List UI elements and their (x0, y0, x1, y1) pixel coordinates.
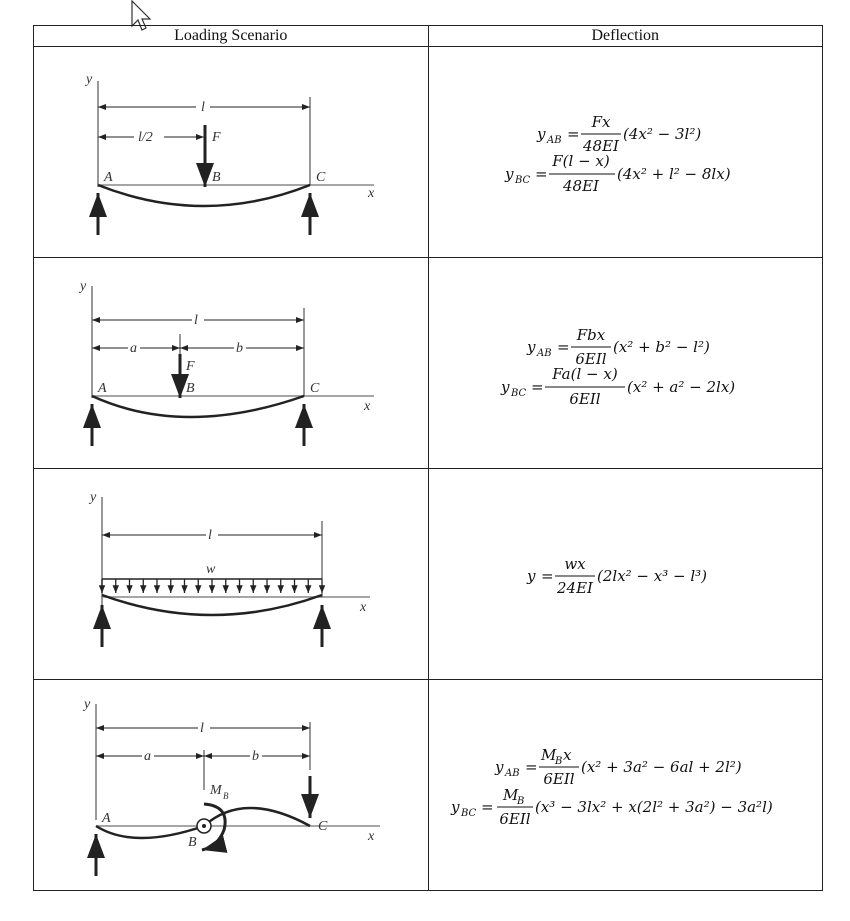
eq-denominator: 6EIl (498, 810, 531, 828)
point-a-label: A (104, 170, 113, 185)
beam-deflection-table (33, 25, 823, 891)
eq-numerator: M (540, 746, 556, 764)
eq-denominator: 48EI (582, 137, 619, 155)
point-a-label: A (102, 811, 111, 826)
force-label: F (186, 359, 195, 374)
header-row (34, 26, 823, 47)
eq-numerator: Fa(l − x) (551, 365, 618, 383)
eq-equals: = (556, 338, 570, 356)
b-label: b (236, 341, 243, 356)
x-axis-label: x (364, 399, 371, 414)
x-axis-label: x (368, 829, 375, 844)
eq-rest: (x² + b² − l²) (612, 338, 710, 356)
eq-equals: = (566, 125, 580, 143)
span-label: l (201, 100, 205, 115)
x-axis-label: x (368, 186, 375, 201)
loading-scenario-cell (34, 680, 429, 891)
deflection-cell (428, 469, 823, 680)
eq-rest: (2lx² − x³ − l³) (596, 567, 707, 585)
point-c-label: C (310, 381, 320, 396)
point-c-label: C (316, 170, 326, 185)
moment-subscript: B (223, 791, 229, 801)
eq-rest: (x³ − 3lx² + x(2l² + 3a²) − 3a²l) (534, 798, 773, 816)
eq-numerator: Fbx (576, 326, 605, 344)
eq-denominator: 6EIl (542, 770, 575, 788)
eq-denominator: 24EI (556, 579, 593, 597)
eq-denominator: 48EI (562, 177, 599, 195)
eq-lhs-subscript: AB (504, 768, 520, 779)
eq-rest: (x² + 3a² − 6al + 2l²) (580, 758, 742, 776)
point-b-label: B (186, 381, 195, 396)
a-label: a (130, 341, 137, 356)
load-intensity-label: w (206, 562, 216, 577)
loading-scenario-cell (34, 47, 429, 258)
deflection-equations (429, 258, 823, 468)
deflected-beam (102, 595, 322, 615)
eq-numerator-tail: x (562, 746, 571, 764)
point-b-label: B (212, 170, 221, 185)
point-a-label: A (98, 381, 107, 396)
eq-lhs-subscript: BC (460, 808, 476, 819)
y-axis-label: y (86, 72, 93, 87)
x-axis-label: x (360, 600, 367, 615)
eq-equals: = (540, 567, 554, 585)
deflection-equations (429, 47, 823, 257)
beam-diagram-applied-moment (34, 680, 428, 890)
beam-diagram-center-load (34, 47, 428, 257)
half-span-label: l/2 (138, 130, 153, 145)
point-c-label: C (318, 819, 328, 834)
header-loading-scenario: Loading Scenario (34, 26, 429, 47)
eq-denominator: 6EIl (574, 350, 607, 368)
eq-rest: (4x² − 3l²) (622, 125, 701, 143)
eq-lhs-subscript: AB (546, 135, 562, 146)
eq-lhs: y (536, 125, 545, 143)
eq-rest: (x² + a² − 2lx) (626, 378, 735, 396)
deflection-cell (428, 258, 823, 469)
eq-denominator: 6EIl (568, 390, 601, 408)
deflection-equations (429, 469, 823, 679)
eq-numerator: Fx (591, 113, 610, 131)
eq-equals: = (534, 165, 548, 183)
moment-label: M (210, 783, 222, 798)
beam-diagram-offset-load (34, 258, 428, 468)
eq-lhs-subscript: AB (536, 348, 552, 359)
beam-diagram-uniform-load (34, 469, 428, 679)
eq-lhs-subscript: BC (510, 388, 526, 399)
eq-rest: (4x² + l² − 8lx) (616, 165, 731, 183)
eq-numerator: wx (563, 555, 586, 573)
moment-pivot-dot (202, 824, 206, 828)
table-row (34, 680, 823, 891)
eq-lhs: y (504, 165, 513, 183)
span-label: l (208, 528, 212, 543)
y-axis-label: y (90, 490, 97, 505)
deflected-beam (92, 396, 304, 417)
eq-numerator-subscript: B (554, 756, 562, 767)
deflected-beam (98, 185, 310, 206)
table-row (34, 258, 823, 469)
eq-lhs: y (500, 378, 509, 396)
eq-lhs: y (494, 758, 503, 776)
b-label: b (252, 749, 259, 764)
eq-numerator: M (502, 786, 518, 804)
point-b-label: B (188, 835, 197, 850)
eq-lhs-subscript: BC (514, 175, 530, 186)
deflection-equations (429, 680, 823, 890)
eq-numerator: F(l − x) (551, 152, 610, 170)
span-label: l (194, 313, 198, 328)
force-label: F (212, 130, 221, 145)
span-label: l (200, 721, 204, 736)
y-axis-label: y (84, 697, 91, 712)
header-deflection: Deflection (428, 26, 823, 47)
eq-lhs: y (450, 798, 459, 816)
table-row (34, 469, 823, 680)
distributed-load-arrows (102, 579, 322, 593)
deflection-cell (428, 680, 823, 891)
loading-scenario-cell (34, 258, 429, 469)
eq-lhs: y (526, 338, 535, 356)
eq-equals: = (524, 758, 538, 776)
loading-scenario-cell (34, 469, 429, 680)
table-row (34, 47, 823, 258)
eq-lhs: y (526, 567, 535, 585)
eq-equals: = (480, 798, 494, 816)
eq-numerator-subscript: B (516, 796, 524, 807)
a-label: a (144, 749, 151, 764)
eq-equals: = (530, 378, 544, 396)
deflection-cell (428, 47, 823, 258)
y-axis-label: y (80, 279, 87, 294)
